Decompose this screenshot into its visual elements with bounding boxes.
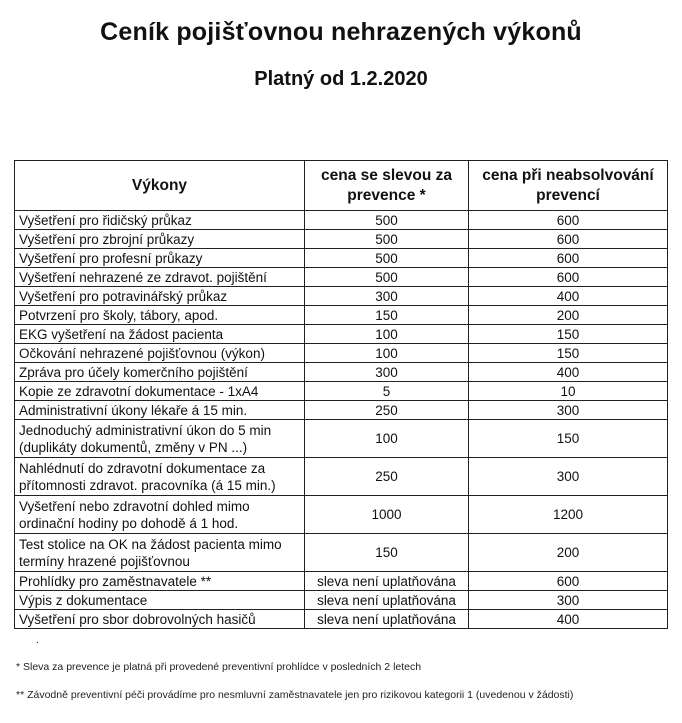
- discount-price: 5: [305, 382, 469, 401]
- full-price: 300: [469, 591, 668, 610]
- discount-price: 300: [305, 363, 469, 382]
- full-price: 200: [469, 306, 668, 325]
- table-row: [15, 344, 668, 363]
- table-row: [15, 401, 668, 420]
- table-row: [15, 230, 668, 249]
- service-name: Zpráva pro účely komerčního pojištění: [15, 363, 305, 382]
- full-price: 150: [469, 420, 668, 458]
- full-price: 400: [469, 287, 668, 306]
- table-row: [15, 249, 668, 268]
- service-name: EKG vyšetření na žádost pacienta: [15, 325, 305, 344]
- service-name: Očkování nehrazené pojišťovnou (výkon): [15, 344, 305, 363]
- service-name: Vyšetření pro sbor dobrovolných hasičů: [15, 610, 305, 629]
- full-price: 1200: [469, 496, 668, 534]
- discount-price: 150: [305, 534, 469, 572]
- service-name: Výpis z dokumentace: [15, 591, 305, 610]
- discount-price: 100: [305, 420, 469, 458]
- service-name: Jednoduchý administrativní úkon do 5 min (duplikáty dokumentů, změny v PN ...): [15, 420, 305, 458]
- discount-price: 500: [305, 249, 469, 268]
- service-name: Test stolice na OK na žádost pacienta mimo termíny hrazené pojišťovnou: [15, 534, 305, 572]
- discount-price: 500: [305, 268, 469, 287]
- table-row: [15, 363, 668, 382]
- discount-price: sleva není uplatňována: [305, 610, 469, 629]
- full-price: 300: [469, 458, 668, 496]
- discount-price: 300: [305, 287, 469, 306]
- service-name: Administrativní úkony lékaře á 15 min.: [15, 401, 305, 420]
- full-price: 400: [469, 363, 668, 382]
- service-name: Vyšetření pro potravinářský průkaz: [15, 287, 305, 306]
- service-name: Vyšetření pro zbrojní průkazy: [15, 230, 305, 249]
- full-price: 600: [469, 268, 668, 287]
- full-price: 400: [469, 610, 668, 629]
- table-header-row: [15, 161, 668, 211]
- service-name: Nahlédnutí do zdravotní dokumentace za přítomnosti zdravot. pracovníka (á 15 min.): [15, 458, 305, 496]
- full-price: 300: [469, 401, 668, 420]
- table-row: [15, 287, 668, 306]
- table-row: [15, 610, 668, 629]
- page-title: Ceník pojišťovnou nehrazených výkonů: [100, 18, 582, 46]
- service-name: Vyšetření pro řidičský průkaz: [15, 211, 305, 230]
- full-price: 600: [469, 572, 668, 591]
- header-full-price: cena při neabsolvování prevencí: [469, 161, 668, 211]
- discount-price: 1000: [305, 496, 469, 534]
- table-row: [15, 496, 668, 534]
- service-name: Vyšetření nehrazené ze zdravot. pojištění: [15, 268, 305, 287]
- table-row: [15, 572, 668, 591]
- table-row: [15, 382, 668, 401]
- full-price: 150: [469, 325, 668, 344]
- price-table: [14, 160, 668, 629]
- table-row: [15, 306, 668, 325]
- discount-price: 250: [305, 401, 469, 420]
- service-name: Prohlídky pro zaměstnavatele **: [15, 572, 305, 591]
- header-discount-price: cena se slevou za prevence *: [305, 161, 469, 211]
- discount-price: 500: [305, 211, 469, 230]
- full-price: 600: [469, 249, 668, 268]
- footnote-discount: * Sleva za prevence je platná při provedené preventivní prohlídce v posledních 2 letech: [16, 661, 422, 673]
- table-row: [15, 211, 668, 230]
- footnote-employers: ** Závodně preventivní péči provádíme pro nesmluvní zaměstnavatele jen pro rizikovou kategorii 1 (uvedenou v žádosti): [16, 689, 574, 701]
- full-price: 600: [469, 211, 668, 230]
- service-name: Kopie ze zdravotní dokumentace - 1xA4: [15, 382, 305, 401]
- table-row: [15, 534, 668, 572]
- discount-price: 100: [305, 344, 469, 363]
- full-price: 10: [469, 382, 668, 401]
- stray-dot: .: [36, 635, 39, 646]
- full-price: 600: [469, 230, 668, 249]
- service-name: Vyšetření pro profesní průkazy: [15, 249, 305, 268]
- table-row: [15, 325, 668, 344]
- service-name: Vyšetření nebo zdravotní dohled mimo ordinační hodiny po dohodě á 1 hod.: [15, 496, 305, 534]
- discount-price: 100: [305, 325, 469, 344]
- discount-price: sleva není uplatňována: [305, 591, 469, 610]
- table-row: [15, 591, 668, 610]
- table-row: [15, 458, 668, 496]
- page-subtitle: Platný od 1.2.2020: [254, 68, 428, 90]
- table-row: [15, 420, 668, 458]
- service-name: Potvrzení pro školy, tábory, apod.: [15, 306, 305, 325]
- full-price: 200: [469, 534, 668, 572]
- header-services: Výkony: [15, 161, 305, 211]
- discount-price: 250: [305, 458, 469, 496]
- full-price: 150: [469, 344, 668, 363]
- discount-price: sleva není uplatňována: [305, 572, 469, 591]
- table-row: [15, 268, 668, 287]
- discount-price: 150: [305, 306, 469, 325]
- discount-price: 500: [305, 230, 469, 249]
